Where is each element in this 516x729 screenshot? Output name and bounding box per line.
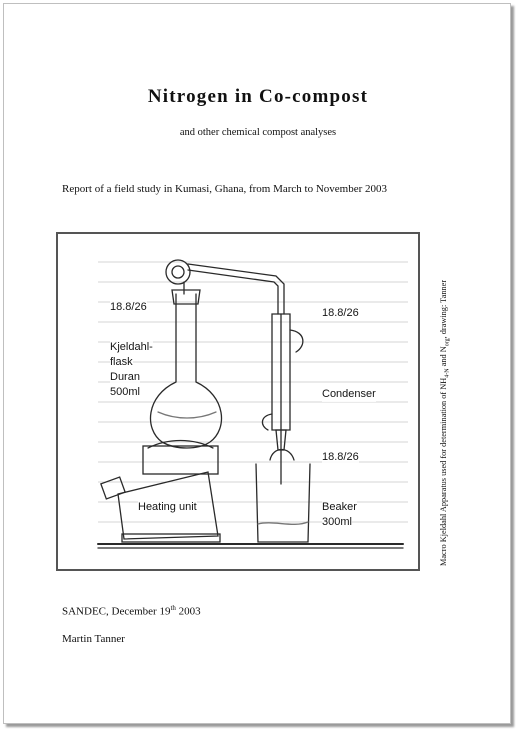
document-title: Nitrogen in Co-compost <box>147 86 369 107</box>
flask-name-line-3: Duran <box>110 371 140 383</box>
beaker-label-line-1: Beaker <box>322 501 357 513</box>
kjeldahl-flask <box>150 294 221 448</box>
flask-name-line-4: 500ml <box>110 386 140 398</box>
condenser-label: Condenser <box>322 388 376 400</box>
flask-name-line-2: flask <box>110 356 133 368</box>
outlet-joint-label: 18.8/26 <box>322 451 359 463</box>
author-name: Martin Tanner <box>62 633 125 645</box>
beaker-label-line-2: 300ml <box>322 516 352 528</box>
document-subtitle: and other chemical compost analyses <box>179 127 337 138</box>
apparatus-figure <box>56 232 420 571</box>
flask-joint-label: 18.8/26 <box>110 301 147 313</box>
heating-unit-label: Heating unit <box>138 501 197 513</box>
condenser-joint-label: 18.8/26 <box>322 307 359 319</box>
flask-name-line-1: Kjeldahl- <box>110 341 153 353</box>
beaker <box>256 464 310 542</box>
institution-date: SANDEC, December 19th 2003 <box>62 604 201 618</box>
figure-caption: Macro Kjeldahl Apparatus used for determination of $NH_{4-N}$ and $N_{org}$, drawing: Tanner <box>439 279 451 566</box>
report-description: Report of a field study in Kumasi, Ghana, from March to November 2003 <box>62 183 388 195</box>
